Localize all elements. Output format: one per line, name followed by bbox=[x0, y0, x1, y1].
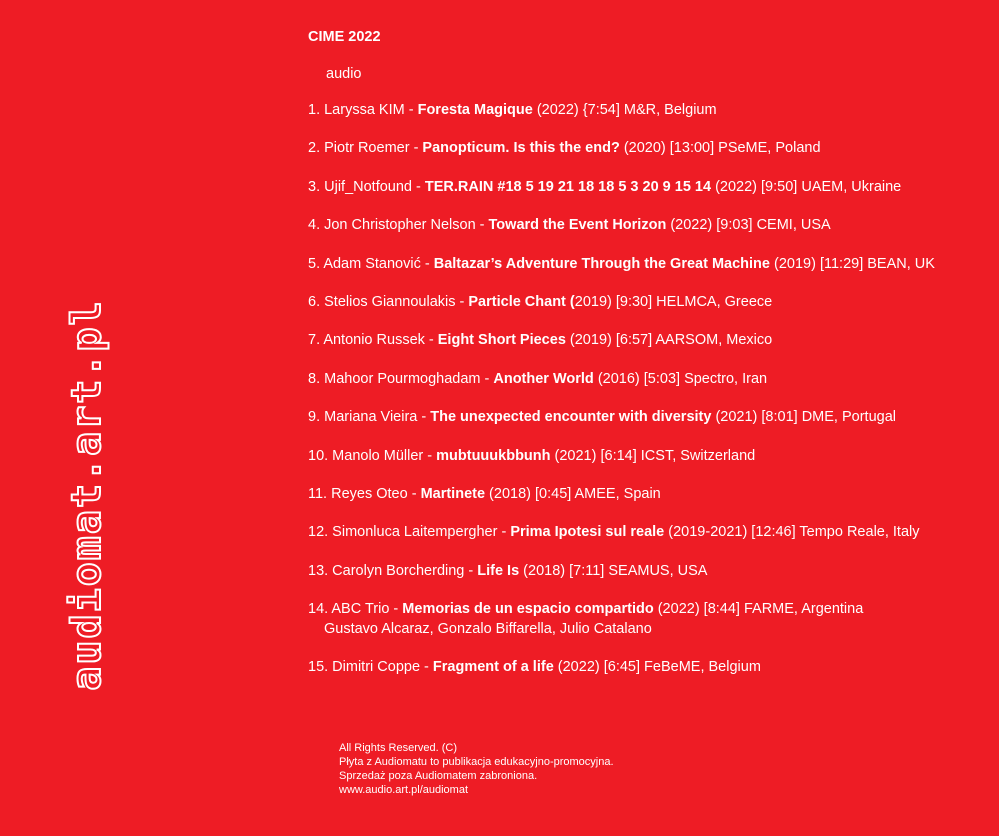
track-title: Baltazar’s Adventure Through the Great Machine bbox=[433, 255, 770, 272]
spine-logo-text: audiomat.art.pl bbox=[64, 299, 110, 691]
track-artist: 2. Piotr Roemer - bbox=[308, 140, 423, 157]
track-title: The unexpected encounter with diversity bbox=[430, 409, 712, 426]
track-title: Foresta Magique bbox=[417, 102, 533, 118]
track-item bbox=[308, 215, 988, 235]
track-details: (2021) [6:14] ICST, Switzerland bbox=[550, 447, 756, 464]
tracklist-panel bbox=[308, 26, 988, 696]
track-details: (2019) [6:57] AARSOM, Mexico bbox=[565, 332, 773, 349]
track-artist: 9. Mariana Vieira - bbox=[308, 409, 431, 426]
website-link[interactable]: www.audio.art.pl/audiomat bbox=[339, 784, 469, 796]
track-artist: 3. Ujif_Notfound - bbox=[308, 178, 425, 195]
track-details: (2022) [9:03] CEMI, USA bbox=[666, 217, 831, 234]
track-item bbox=[308, 407, 988, 427]
track-artist: 4. Jon Christopher Nelson - bbox=[308, 217, 489, 234]
track-details: (2022) [9:50] UAEM, Ukraine bbox=[711, 178, 902, 195]
track-item bbox=[308, 177, 988, 197]
track-item bbox=[308, 522, 988, 542]
track-artist: 5. Adam Stanović - bbox=[308, 255, 434, 272]
track-artist: 1. Laryssa KIM - bbox=[308, 102, 418, 118]
track-title: Prima Ipotesi sul reale bbox=[510, 524, 665, 541]
track-details: (2020) [13:00] PSeME, Poland bbox=[619, 140, 821, 157]
track-item bbox=[308, 100, 988, 120]
track-item bbox=[308, 369, 988, 389]
track-title: Panopticum. Is this the end? bbox=[422, 140, 620, 157]
track-item bbox=[308, 484, 988, 504]
track-details: (2022) {7:54] M&R, Belgium bbox=[532, 102, 717, 118]
track-title: mubtuuukbbunh bbox=[436, 447, 551, 464]
track-details: (2022) [8:44] FARME, Argentina bbox=[653, 601, 864, 618]
track-details: (2022) [6:45] FeBeME, Belgium bbox=[553, 659, 761, 676]
notice-line: Płyta z Audiomatu to publikacja edukacyjno-promocyjna. bbox=[339, 756, 614, 768]
track-item bbox=[308, 561, 988, 581]
track-details: (2018) [7:11] SEAMUS, USA bbox=[519, 562, 708, 579]
track-details: (2018) [0:45] AMEE, Spain bbox=[485, 485, 661, 502]
track-title: Memorias de un espacio compartido bbox=[402, 601, 654, 618]
track-artist: 12. Simonluca Laitempergher - bbox=[308, 524, 511, 541]
track-details: (2019) [11:29] BEAN, UK bbox=[769, 255, 935, 272]
track-details: 2019) [9:30] HELMCA, Greece bbox=[574, 293, 773, 310]
track-title: Particle Chant ( bbox=[468, 293, 575, 310]
track-artist: 6. Stelios Giannoulakis - bbox=[308, 293, 469, 310]
tracklist bbox=[308, 100, 988, 677]
track-item bbox=[308, 657, 988, 677]
track-title: Martinete bbox=[420, 485, 486, 502]
track-artist: 13. Carolyn Borcherding - bbox=[308, 562, 478, 579]
track-artist: 10. Manolo Müller - bbox=[308, 447, 437, 464]
track-artist: 14. ABC Trio - bbox=[308, 601, 403, 618]
track-title: Eight Short Pieces bbox=[437, 332, 566, 349]
track-artist: 8. Mahoor Pourmoghadam - bbox=[308, 370, 494, 387]
track-item bbox=[308, 138, 988, 158]
track-title: TER.RAIN #18 5 19 21 18 18 5 3 20 9 15 14 bbox=[424, 178, 712, 195]
track-item bbox=[308, 330, 988, 350]
rights-line: All Rights Reserved. (C) bbox=[339, 742, 457, 754]
track-item bbox=[308, 292, 988, 312]
legal-footer bbox=[339, 741, 614, 797]
track-performers: Gustavo Alcaraz, Gonzalo Biffarella, Julio Catalano bbox=[324, 621, 652, 638]
track-artist: 7. Antonio Russek - bbox=[308, 332, 438, 349]
album-title: CIME 2022 bbox=[308, 29, 381, 45]
track-title: Another World bbox=[493, 370, 594, 387]
track-details: (2021) [8:01] DME, Portugal bbox=[711, 409, 897, 426]
track-details: (2019-2021) [12:46] Tempo Reale, Italy bbox=[664, 524, 920, 541]
track-title: Fragment of a life bbox=[432, 659, 554, 676]
track-artist: 15. Dimitri Coppe - bbox=[308, 659, 433, 676]
spine-logo bbox=[62, 190, 112, 800]
sale-notice-line: Sprzedaż poza Audiomatem zabroniona. bbox=[339, 770, 538, 782]
track-title: Toward the Event Horizon bbox=[488, 217, 667, 234]
medium-label: audio bbox=[326, 66, 362, 82]
track-item bbox=[308, 254, 988, 274]
track-details: (2016) [5:03] Spectro, Iran bbox=[593, 370, 768, 387]
track-item bbox=[308, 446, 988, 466]
track-title: Life Is bbox=[477, 562, 520, 579]
track-item bbox=[308, 599, 988, 639]
track-artist: 11. Reyes Oteo - bbox=[308, 485, 421, 502]
